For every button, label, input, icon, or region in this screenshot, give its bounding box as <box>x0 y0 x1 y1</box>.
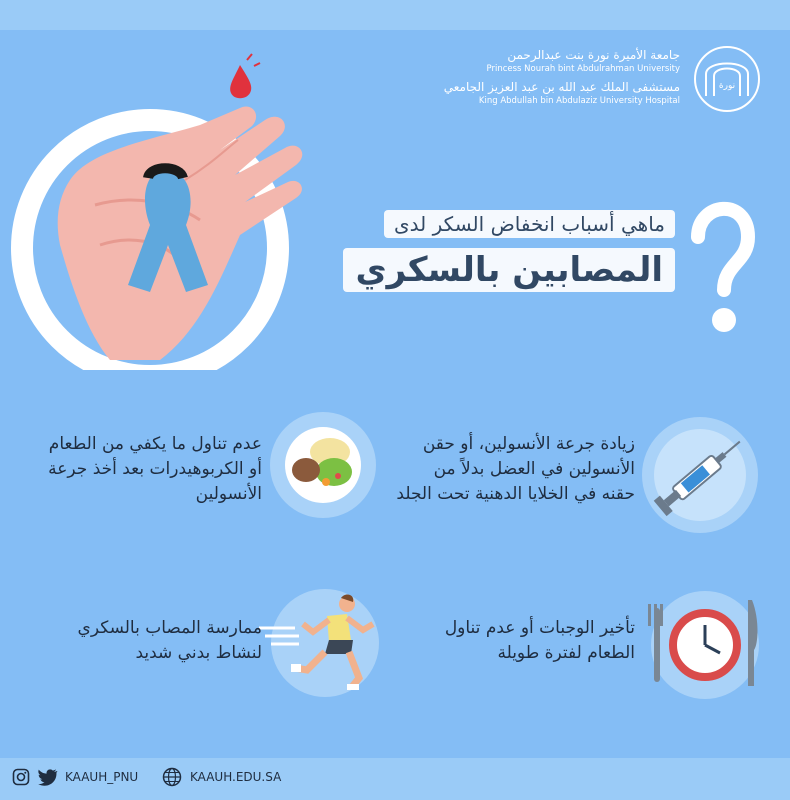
twitter-icon[interactable] <box>38 768 58 786</box>
globe-icon <box>162 767 182 787</box>
cause-insulin-dose: زيادة جرعة الأنسولين، أو حقن الأنسولين في العضل بدلاً من حقنه في الخلايا الدهنية تحت الجلد <box>396 434 635 504</box>
syringe-icon <box>640 415 760 535</box>
page-title <box>295 210 675 292</box>
university-name-en: Princess Nourah bint Abdulrahman University <box>486 64 680 74</box>
emblem-text: نورة <box>718 81 736 91</box>
website-link[interactable]: KAAUH.EDU.SA <box>190 770 282 784</box>
institution-header <box>380 48 680 106</box>
question-mark-icon <box>686 192 756 342</box>
social-handle[interactable]: KAAUH_PNU <box>65 770 139 784</box>
food-plate-icon <box>268 410 378 520</box>
cause-insufficient-food: عدم تناول ما يكفي من الطعام أو الكربوهيدرات بعد أخذ جرعة الأنسولين <box>48 434 262 504</box>
title-line-1: ماهي أسباب انخفاض السكر لدى <box>384 210 675 238</box>
instagram-icon[interactable] <box>12 768 30 786</box>
title-line-2: المصابين بالسكري <box>343 248 675 292</box>
runner-icon <box>255 588 385 698</box>
clock-plate-icon <box>640 590 770 700</box>
hospital-name-en: King Abdullah bin Abdulaziz University Hospital <box>478 96 680 106</box>
hospital-name-ar: مستشفى الملك عبد الله بن عبد العزيز الجامعي <box>443 80 680 94</box>
university-logo-icon <box>692 44 762 114</box>
blood-drop-icon <box>230 54 260 98</box>
cause-delayed-meals: تأخير الوجبات أو عدم تناول الطعام لفترة طويلة <box>444 618 635 663</box>
university-name-ar: جامعة الأميرة نورة بنت عبدالرحمن <box>507 48 680 62</box>
cause-physical-activity: ممارسة المصاب بالسكري لنشاط بدني شديد <box>77 618 262 663</box>
top-bar <box>0 0 790 30</box>
